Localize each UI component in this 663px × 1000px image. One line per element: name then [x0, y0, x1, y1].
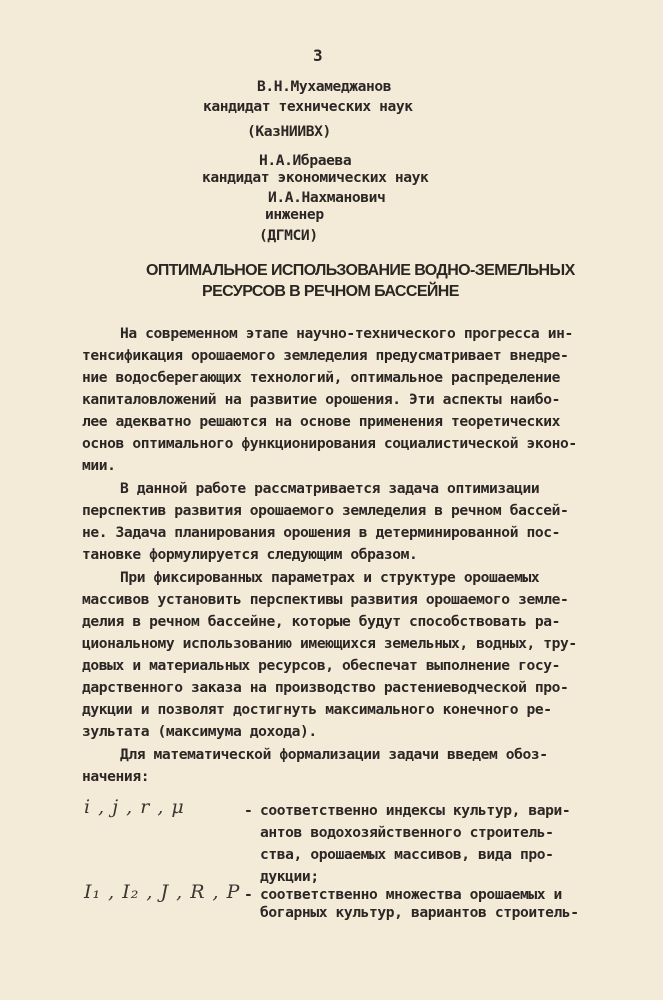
body-line: мии.	[82, 457, 116, 474]
body-line: зультата (максимума дохода).	[82, 723, 317, 740]
notation-2-line: соответственно множества орошаемых и	[260, 886, 562, 903]
article-title-line-1: ОПТИМАЛЬНОЕ ИСПОЛЬЗОВАНИЕ ВОДНО-ЗЕМЕЛЬНЫХ	[146, 262, 575, 279]
body-line: дукции и позволят достигнуть максимального конечного ре-	[82, 701, 552, 718]
body-line: массивов установить перспективы развития орошаемого земле-	[82, 591, 569, 608]
author-3-name: И.А.Нахманович	[268, 189, 386, 206]
body-line: На современном этапе научно-технического прогресса ин-	[120, 325, 573, 342]
article-title-line-2: РЕСУРСОВ В РЕЧНОМ БАССЕЙНЕ	[202, 283, 459, 300]
notation-1-line: антов водохозяйственного строитель-	[260, 824, 554, 841]
body-line: довых и материальных ресурсов, обеспечат выполнение госу-	[82, 657, 561, 674]
notation-1-dash: -	[244, 802, 253, 819]
author-2-title: кандидат экономических наук	[202, 169, 429, 186]
page-number: 3	[313, 46, 323, 65]
author-1-org: (КазНИИВХ)	[247, 123, 331, 140]
author-3-org: (ДГМСИ)	[259, 227, 318, 244]
body-line: не. Задача планирования орошения в детерминированной пос-	[82, 524, 561, 541]
body-line: дарственного заказа на производство растениеводческой про-	[82, 679, 569, 696]
notation-2-line: богарных культур, вариантов строитель-	[260, 904, 579, 921]
author-1-title: кандидат технических наук	[203, 98, 413, 115]
body-line: При фиксированных параметрах и структуре орошаемых	[120, 569, 540, 586]
notation-1-symbols: i , j , r , μ	[84, 796, 185, 818]
body-line: ние водосберегающих технологий, оптимальное распределение	[82, 369, 561, 386]
notation-1-line: ства, орошаемых массивов, вида про-	[260, 846, 554, 863]
body-line: начения:	[82, 768, 150, 785]
body-line: В данной работе рассматривается задача оптимизации	[120, 480, 540, 497]
notation-1-line: дукции;	[260, 868, 319, 885]
author-1-name: В.Н.Мухамеджанов	[257, 78, 392, 95]
body-line: лее адекватно решаются на основе применения теоретических	[82, 413, 561, 430]
body-line: циональному использованию имеющихся земельных, водных, тру-	[82, 635, 577, 652]
body-line: основ оптимального функционирования социалистической эконо-	[82, 435, 577, 452]
body-line: тенсификация орошаемого земледелия предусматривает внедре-	[82, 347, 569, 364]
notation-2-symbols: I₁ , I₂ , J , R , P	[84, 881, 241, 903]
author-2-name: Н.А.Ибраева	[259, 152, 352, 169]
body-line: перспектив развития орошаемого земледелия в речном бассей-	[82, 502, 569, 519]
author-3-title: инженер	[265, 206, 324, 223]
body-line: капиталовложений на развитие орошения. Эти аспекты наибо-	[82, 391, 561, 408]
body-line: делия в речном бассейне, которые будут способствовать ра-	[82, 613, 561, 630]
notation-2-dash: -	[244, 886, 253, 903]
notation-1-line: соответственно индексы культур, вари-	[260, 802, 571, 819]
body-line: тановке формулируется следующим образом.	[82, 546, 418, 563]
body-line: Для математической формализации задачи введем обоз-	[120, 746, 548, 763]
